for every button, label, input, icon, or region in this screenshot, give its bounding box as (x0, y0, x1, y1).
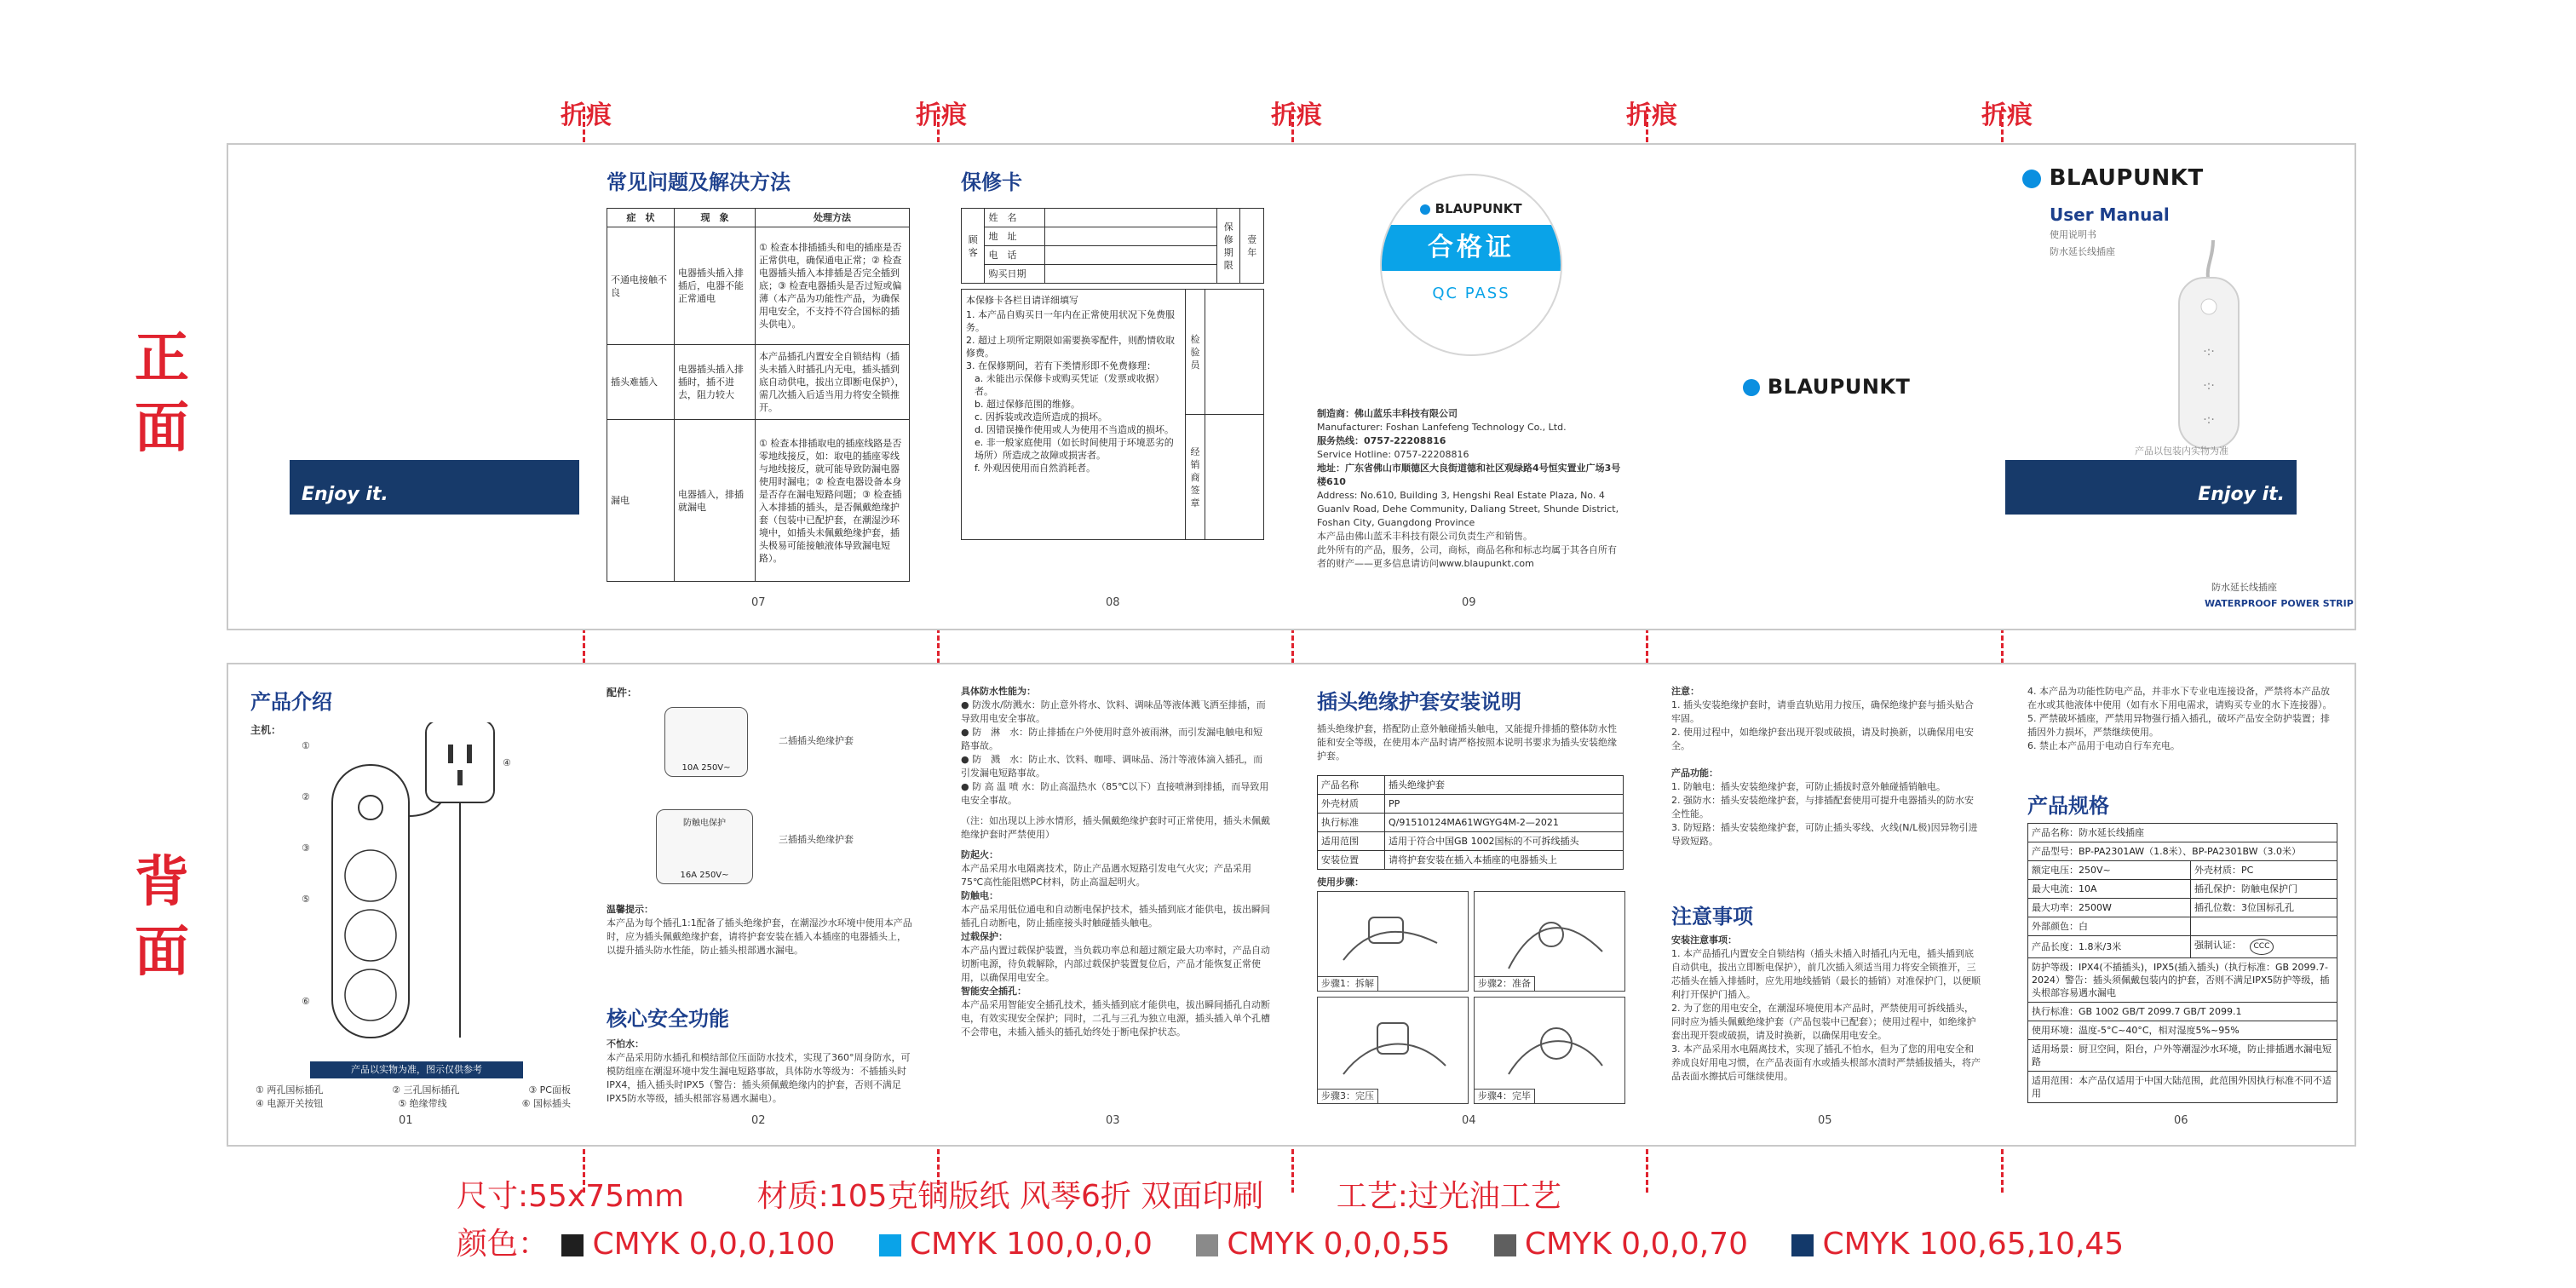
page-number-02: 02 (751, 1114, 766, 1127)
fold-label-3: 折痕 (1271, 101, 1322, 130)
legend-item-5: ⑤ 绝缘带线 (398, 1098, 447, 1109)
warranty-inspector-label: 检验员 (1186, 290, 1205, 415)
spec-row-10: 使用环境：温度-5°C~40°C，相对湿度5%~95% (2028, 1021, 2337, 1040)
faq-header-symptom: 症 状 (607, 209, 675, 227)
acc2-illustration (656, 809, 753, 884)
waterproof-item-3: ● 防 溅 水：防止水、饮料、咖啡、调味品、汤汁等液体滴入插孔，而引发漏电短路事故。 (961, 754, 1263, 779)
cover-cn-name: 防水延长线插座 (2211, 582, 2277, 593)
spec-row-2: 产品型号：BP-PA2301AW（1.8米）、BP-PA2301BW（3.0米） (2028, 842, 2337, 861)
fold-label-2: 折痕 (916, 101, 967, 130)
legend-item-2: ② 三孔国标插孔 (392, 1084, 460, 1095)
page-number-09: 09 (1462, 596, 1476, 609)
footer-process: 工艺:过光油工艺 (1336, 1179, 1561, 1214)
faq-header-method: 处理方法 (756, 209, 910, 227)
install-title: 插头绝缘护套安装说明 (1317, 690, 1521, 714)
page-number-06: 06 (2174, 1114, 2188, 1127)
warnings-top (2027, 685, 2337, 753)
fold-label-5: 折痕 (1981, 101, 2033, 130)
warning-6: 6. 禁止本产品用于电动自行车充电。 (2027, 740, 2180, 751)
notes-block (1671, 685, 1981, 848)
page-number-07: 07 (751, 596, 766, 609)
faq-method-2: 本产品插孔内置安全自锁结构（插头未插入时插孔内无电，插头插到底自动供电，拔出立即断电保护），需几次插入后适当用力将安全锁推开。 (756, 345, 910, 420)
step-label-2: 步骤2：准备 (1475, 976, 1535, 991)
manufacturer-info (1317, 407, 1624, 571)
brand-dot-icon (2022, 170, 2041, 188)
acc1-illustration (664, 707, 748, 777)
enjoy-bar-left (290, 460, 579, 515)
cover-brand-logo: BLAUPUNKT (2022, 165, 2204, 191)
faq-method-3: ① 检查本排插取电的插座线路是否零地线接反，如：取电的插座零线与地线接反，就可能导致防漏电器使用时漏电；② 检查电器设备本身是否存在漏电短路问题；③ 检查插入本排插的插头，是否佩戴绝缘护套（包装中已配护套，在潮湿沙环境中，如插头未佩戴绝缘护套，插头极易可能接触液体导致漏电短路）。 (756, 420, 910, 582)
faq-symptom-3: 漏电 (607, 420, 675, 582)
faq-header-phenomenon: 现 象 (675, 209, 756, 227)
waterproof-details-title: 具体防水性能为： (961, 686, 1036, 697)
qc-badge (1380, 174, 1562, 356)
spec-row-12: 适用范围：本产品仅适用于中国大陆范围，此范围外因执行标准不同不适用 (2028, 1072, 2337, 1103)
callout-2: ② (302, 791, 310, 802)
warranty-notice-title: 本保修卡各栏目请详细填写 (966, 295, 1078, 306)
steps-title: 使用步骤： (1317, 877, 1364, 888)
ccc-mark-icon: CCC (2250, 939, 2274, 955)
callout-4: ④ (503, 757, 511, 768)
spec-row-7a: 产品长度：1.8米/3米 (2028, 936, 2191, 958)
accessories-label: 配件： (607, 687, 638, 699)
safety-1: 1. 本产品插孔内置安全自锁结构（插头未插入时插孔内无电，插头插到底自动供电，拔出立即断电保护），前几次插入须适当用力将安全锁推开，三芯插头在插入排插时，应先用地线插销（最长的插销）对准保护门，以便顺利打开保护门插入。 (1671, 948, 1981, 1000)
tip-text: 本产品为每个插孔1:1配备了插头绝缘护套，在潮湿沙水环境中使用本产品时，应为插头佩戴绝缘护套，请将护套安装在插入本插座的电器插头上，以提升插头防水性能，防止插头根部遇水漏电。 (607, 917, 912, 956)
intro-title: 产品介绍 (250, 690, 332, 714)
brand-dot-icon (1420, 204, 1430, 215)
section-label-4: 智能安全插孔： (961, 986, 1026, 997)
spec-row-4b: 插孔保护：防触电保护门 (2191, 880, 2337, 899)
spec-row-1: 产品名称：防水延长线插座 (2028, 824, 2337, 842)
section-label-2: 防触电： (961, 890, 998, 901)
info-line-1: 制造商：佛山蓝乐丰科技有限公司 (1317, 408, 1458, 419)
page-number-01: 01 (399, 1114, 413, 1127)
install-intro: 插头绝缘护套，搭配防止意外触碰插头触电，又能提升排插的整体防水性能和安全等级，在使用本产品时请严格按照本说明书要求为插头安装绝缘护套。 (1317, 723, 1617, 762)
info-line-6: Address: No.610, Building 3, Hengshi Real Estate Plaza, No. 4 Guanlv Road, Dehe Community, Daliang Street, Shunde District, Foshan City, Guangdong Province (1317, 490, 1619, 528)
page-number-03: 03 (1106, 1114, 1120, 1127)
core-safety-title: 核心安全功能 (607, 1007, 729, 1031)
svg-text:·:·: ·:· (2203, 413, 2215, 427)
info-line-3: 服务热线：0757-22208816 (1317, 435, 1446, 446)
intro-legend (256, 1084, 571, 1111)
install-val-4: 适用于符合中国GB 1002国标的不可拆线插头 (1385, 832, 1624, 851)
qc-badge-title: 合格证 (1382, 225, 1561, 271)
function-3: 3. 防短路：插头安装绝缘护套，可防止插头零线、火线(N/L极)因异物引进导致短路。 (1671, 822, 1978, 847)
center-brand-logo: BLAUPUNKT (1743, 375, 1910, 399)
info-line-7: 本产品由佛山蓝禾丰科技有限公司负责生产和销售。 (1317, 531, 1532, 542)
cover-note: 产品以包装内实物为准 (2135, 446, 2228, 457)
step-box-1 (1317, 891, 1469, 992)
section-text-2: 本产品采用低位通电和自动断电保护技术，插头插到底才能供电，拔出瞬间插孔自动断电，防止插座接头时触碰插头触电。 (961, 904, 1270, 929)
spec-row-5b: 插孔位数：3位国标孔孔 (2191, 899, 2337, 917)
install-val-5: 请将护套安装在插入本插座的电器插头上 (1385, 851, 1624, 870)
tip-title: 温馨提示： (607, 904, 653, 915)
install-key-2: 外壳材质 (1318, 795, 1385, 814)
brand-dot-icon (1743, 379, 1760, 396)
warranty-dealer-label: 经销商签章 (1186, 415, 1205, 540)
section-label-1: 防起火： (961, 849, 998, 860)
function-2: 2. 强防水：插头安装绝缘护套，与排插配套使用可提升电器插头的防水安全性能。 (1671, 795, 1974, 819)
intro-product-diagram (298, 722, 537, 1046)
warranty-card (961, 208, 1264, 540)
page-number-04: 04 (1462, 1114, 1476, 1127)
step-box-4 (1474, 997, 1625, 1104)
intro-caption: 产品以实物为准，图示仅供参考 (310, 1061, 523, 1078)
waterproof-item-4: ● 防 高 温 喷 水：防止高温热水（85℃以下）直接喷淋到排插，而导致用电安全事故。 (961, 781, 1269, 806)
section-text-4: 本产品采用智能安全插孔技术，插头插到底才能供电，拔出瞬间插孔自动断电，有效实现安全保护；同时，二孔与三孔为独立电源，插头插入单个孔槽不会带电，未插入插头的插孔始终处于断电保护状态。 (961, 999, 1270, 1038)
legend-item-6: ⑥ 国标插头 (521, 1098, 571, 1109)
spec-row-6a: 外部颜色：白 (2028, 917, 2191, 936)
step-label-1: 步骤1：拆解 (1318, 976, 1378, 991)
warranty-field-phone: 电 话 (985, 246, 1044, 265)
swatch-5: CMYK 100,65,10,45 (1791, 1227, 2124, 1262)
faq-title: 常见问题及解决方法 (607, 170, 791, 194)
note-2: 2. 使用过程中，如绝缘护套出现开裂或破损，请及时换新，以确保用电安全。 (1671, 727, 1974, 751)
acc2-name: 三插插头绝缘护套 (779, 834, 854, 845)
cover-sub1: 使用说明书 (2050, 229, 2096, 240)
faq-phenomenon-2: 电器插头插入排插时，插不进去，阻力较大 (675, 345, 756, 420)
waterproof-item-2: ● 防 淋 水：防止排插在户外使用时意外被雨淋，而引发漏电触电和短路事故。 (961, 727, 1263, 751)
section-label-3: 过载保护： (961, 931, 1008, 942)
info-line-4: Service Hotline: 0757-22208816 (1317, 449, 1469, 460)
faq-symptom-2: 插头难插入 (607, 345, 675, 420)
faq-table (607, 208, 910, 582)
waterproof-label: 不怕水： (607, 1038, 644, 1049)
acc1-caption: 10A 250V~ (681, 763, 731, 773)
step-box-3 (1317, 997, 1469, 1104)
spec-row-9: 执行标准：GB 1002 GB/T 2099.7 GB/T 2099.1 (2028, 1003, 2337, 1021)
faq-symptom-1: 不通电接触不良 (607, 227, 675, 345)
side-label-front: 正面 (135, 327, 189, 460)
warranty-field-address: 地 址 (985, 227, 1044, 246)
cover-en-name: WATERPROOF POWER STRIP (2205, 598, 2354, 609)
waterproof-block (607, 1038, 913, 1106)
callout-6: ⑥ (302, 996, 310, 1007)
attention-title: 注意事项 (1671, 905, 1753, 929)
warranty-notice-1: 1. 本产品自购买日一年内在正常使用状况下免费服务。 (966, 309, 1175, 333)
waterproof-item-1: ● 防泼水/防溅水：防止意外将水、饮料、调味品等液体溅飞洒至排插，而导致用电安全事故。 (961, 699, 1266, 724)
legend-item-3: ③ PC面板 (528, 1084, 571, 1095)
footer-color-label: 颜色： (457, 1227, 549, 1262)
legend-item-1: ① 两孔国标插孔 (256, 1084, 324, 1095)
cover-title: User Manual (2050, 204, 2170, 225)
spec-row-4a: 最大电流：10A (2028, 880, 2191, 899)
svg-text:·:·: ·:· (2203, 379, 2215, 393)
warranty-period-value: 壹年 (1240, 209, 1264, 284)
safety-2: 2. 为了您的用电安全，在潮湿环境使用本产品时，严禁使用可拆线插头，同时应为插头佩戴绝缘护套（产品包装中已配套）；使用过程中，如绝缘护套出现开裂或破损，请及时换新，以确保用电安全。 (1671, 1003, 1976, 1041)
info-line-5: 地址：广东省佛山市顺德区大良街道德和社区观绿路4号恒实置业广场3号楼610 (1317, 463, 1621, 487)
tip-block (607, 903, 913, 957)
warranty-notice-6: c. 因拆装或改造所造成的损坏。 (975, 411, 1108, 423)
install-key-5: 安装位置 (1318, 851, 1385, 870)
acc1-name: 二插插头绝缘护套 (779, 735, 854, 746)
side-label-back: 背面 (135, 851, 189, 984)
page-number-08: 08 (1106, 596, 1120, 609)
info-line-2: Manufacturer: Foshan Lanfefeng Technology Co., Ltd. (1317, 422, 1567, 433)
enjoy-text-cover: Enjoy it. (2198, 484, 2285, 505)
install-key-1: 产品名称 (1318, 776, 1385, 795)
install-key-4: 适用范围 (1318, 832, 1385, 851)
section-text-3: 本产品内置过载保护装置，当负载功率总和超过额定最大功率时，产品自动切断电源，待负载解除，内部过载保护装置复位后，产品才能恢复正常使用，以确保用电安全。 (961, 945, 1270, 983)
page-number-05: 05 (1818, 1114, 1832, 1127)
notes-label: 注意： (1671, 686, 1699, 697)
swatch-1-color (561, 1234, 584, 1256)
note-1: 1. 插头安装绝缘护套时，请垂直轨贴用力按压，确保绝缘护套与插头贴合牢固。 (1671, 699, 1974, 724)
spec-row-7b: 强制认证： (2194, 940, 2241, 951)
waterproof-details (961, 685, 1271, 1039)
warranty-notice-4: a. 未能出示保修卡或购买凭证（发票或收据）者。 (975, 373, 1164, 397)
acc2-caption: 16A 250V~ (680, 871, 729, 880)
spec-table (2027, 823, 2337, 1103)
safety-block (1671, 934, 1981, 1084)
front-sheet (227, 143, 2356, 630)
swatch-3-color (1196, 1234, 1218, 1256)
footer-material: 材质:105克铜版纸 风琴6折 双面印刷 (756, 1179, 1264, 1214)
fold-label-4: 折痕 (1626, 101, 1677, 130)
function-1: 1. 防触电：插头安装绝缘护套，可防止插拔时意外触碰插销触电。 (1671, 781, 1946, 792)
callout-1: ① (302, 740, 310, 751)
info-line-8: 此外所有的产品，服务，公司，商标，商品名称和标志均属于其各自所有者的财产——更多信息请访问www.blaupunkt.com (1317, 544, 1617, 569)
warranty-left-label: 顾客 (962, 209, 985, 284)
warranty-field-name: 姓 名 (985, 209, 1044, 227)
safety-3: 3. 本产品采用水电隔离技术，实现了插孔不怕水，但为了您的用电安全和养成良好用电习惯，在产品表面有水或插头根部水渍时严禁插拔插头，将产品表面水擦拭后可继续使用。 (1671, 1044, 1981, 1082)
install-val-2: PP (1385, 795, 1624, 814)
cover-sub2: 防水延长线插座 (2050, 246, 2115, 257)
spec-row-5a: 最大功率：2500W (2028, 899, 2191, 917)
warranty-field-date: 购买日期 (985, 265, 1044, 284)
faq-phenomenon-3: 电器插入，排插就漏电 (675, 420, 756, 582)
enjoy-text-left: Enjoy it. (302, 484, 388, 505)
swatch-4-color (1494, 1234, 1516, 1256)
callout-3: ③ (302, 842, 310, 854)
swatch-1: CMYK 0,0,0,100 (561, 1227, 835, 1262)
faq-phenomenon-1: 电器插头插入排插后，电器不能正常通电 (675, 227, 756, 345)
warning-4: 4. 本产品为功能性防电产品，并非水下专业电连接设备，严禁将本产品放在水或其他液体中使用（如有水下用电需求，请购买专业的水下连接器）。 (2027, 686, 2332, 710)
swatch-5-color (1791, 1234, 1814, 1256)
install-val-3: Q/91510124MA61WGYG4M-2—2021 (1385, 814, 1624, 832)
spec-row-11: 适用场景：厨卫空间，阳台，户外等潮湿沙水环境，防止排插遇水漏电短路 (2028, 1040, 2337, 1072)
warranty-title: 保修卡 (961, 170, 1022, 194)
footer-line-2 (457, 1220, 2124, 1263)
waterproof-note: （注：如出现以上涉水情形，插头佩戴绝缘护套时可正常使用，插头未佩戴绝缘护套时严禁使用） (961, 815, 1270, 840)
enjoy-bar-cover (2005, 460, 2297, 515)
step-box-2 (1474, 891, 1625, 992)
safety-label: 安装注意事项： (1671, 934, 1737, 946)
swatch-2-color (879, 1234, 901, 1256)
warranty-notice-9: f. 外观因使用而自然消耗者。 (975, 463, 1096, 474)
step-label-3: 步骤3：完压 (1318, 1089, 1378, 1103)
legend-item-4: ④ 电源开关按钮 (256, 1098, 324, 1109)
acc2-badge: 防触电保护 (683, 819, 726, 828)
functions-label: 产品功能： (1671, 768, 1718, 779)
swatch-3: CMYK 0,0,0,55 (1196, 1227, 1450, 1262)
fold-label-1: 折痕 (561, 101, 612, 130)
cover-product-illustration (2164, 240, 2257, 453)
warranty-notice-2: 2. 超过上项所定期限如需要换零配件，则酌情收取修费。 (966, 335, 1175, 359)
section-text-1: 本产品采用水电隔离技术，防止产品遇水短路引发电气火灾；产品采用75℃高性能阻燃PC材料，防止高温起明火。 (961, 863, 1251, 888)
warranty-period-label: 保修期限 (1217, 209, 1240, 284)
spec-row-8: 防护等级：IPX4(不插插头)，IPX5(插入插头)（执行标准：GB 2099.7-2024）警告：插头须佩戴包装内的护套，否则不满足IPX5防护等级，插头根部容易遇水漏电 (2028, 958, 2337, 1003)
step-label-4: 步骤4：完毕 (1475, 1089, 1535, 1103)
install-key-3: 执行标准 (1318, 814, 1385, 832)
footer-line-1 (457, 1172, 1561, 1216)
warranty-notice-8: e. 非一般家庭使用（如长时间使用于环境恶劣的场所）所造成之故障或损害者。 (975, 437, 1174, 461)
waterproof-text: 本产品采用防水插孔和模结部位压面防水技术，实现了360°周身防水，可模防组座在潮湿环境中发生漏电短路事故，具体防水等级为：不插插头时IPX4，插入插头时IPX5（警告：插头须佩戴绝缘内的护套，否则不满足IPX5防水等级，插头根部容易遇水漏电）。 (607, 1052, 911, 1104)
qc-badge-sub: QC PASS (1432, 285, 1510, 302)
svg-text:·:·: ·:· (2203, 345, 2215, 359)
swatch-2: CMYK 100,0,0,0 (879, 1227, 1153, 1262)
spec-row-3b: 外壳材质：PC (2191, 861, 2337, 880)
spec-row-6b (2191, 917, 2337, 936)
warranty-notice-5: b. 超过保修范围的维修。 (975, 399, 1080, 410)
swatch-4: CMYK 0,0,0,70 (1494, 1227, 1748, 1262)
callout-5: ⑤ (302, 894, 310, 905)
warranty-notice-7: d. 因错误操作使用或人为使用不当造成的损坏。 (975, 424, 1174, 435)
warranty-notice-3: 3. 在保修期间，若有下类情形即不免费修理： (966, 360, 1156, 371)
faq-method-1: ① 检查本排插插头和电的插座是否正常供电，确保通电正常；② 检查电器插头插入本排插是否完全插到底；③ 检查电器插头是否过短或偏薄（本产品为功能性产品，为确保用电安全，不支持不符合国标的插头供电）。 (756, 227, 910, 345)
install-val-1: 插头绝缘护套 (1385, 776, 1624, 795)
spec-title: 产品规格 (2027, 794, 2109, 818)
footer-size: 尺寸:55x75mm (457, 1179, 685, 1214)
install-table (1317, 775, 1624, 870)
spec-row-3a: 额定电压：250V~ (2028, 861, 2191, 880)
warning-5: 5. 严禁破坏插座，严禁用异物强行插入插孔，破坏产品安全防护装置；排插因外力损坏，严禁继续使用。 (2027, 713, 2330, 738)
qc-badge-brand: BLAUPUNKT (1382, 201, 1561, 216)
intro-main-label: 主机： (250, 724, 282, 736)
